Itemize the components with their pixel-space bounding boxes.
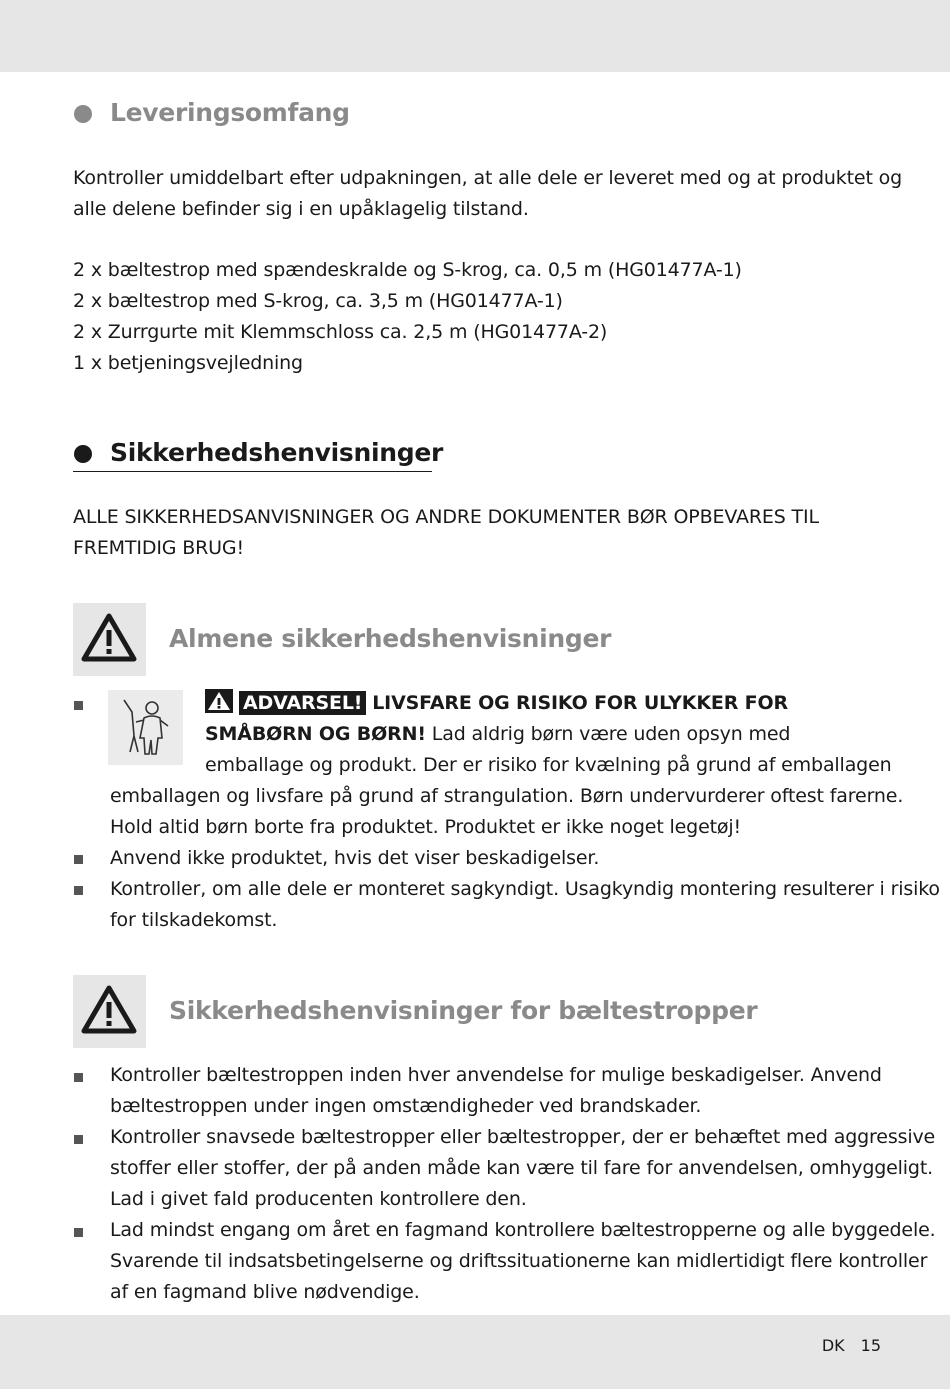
bullet-line: af en fagmand blive nødvendige. bbox=[110, 1281, 420, 1303]
warning-line-2 bbox=[205, 719, 905, 750]
bullet-line: Lad i givet fald producenten kontrollere den. bbox=[110, 1188, 527, 1210]
list-item: 1 x betjeningsvejledning bbox=[73, 352, 303, 374]
bullet-square-icon bbox=[74, 886, 83, 895]
section-title-underline bbox=[73, 471, 432, 472]
bullet-line: Lad mindst engang om året en fagmand kontrollere bæltestropperne og alle byggedele. bbox=[110, 1219, 936, 1241]
bullet-square-icon bbox=[74, 855, 83, 864]
warning-icon-box bbox=[73, 975, 146, 1048]
section-title-almene: Almene sikkerhedshenvisninger bbox=[169, 624, 612, 653]
bullet-line: bæltestroppen under ingen omstændigheder ved brandskader. bbox=[110, 1095, 702, 1117]
bullet-square-icon bbox=[74, 1228, 83, 1237]
intro-paragraph bbox=[73, 163, 903, 225]
delivery-list bbox=[73, 255, 893, 379]
bullet-item bbox=[110, 843, 900, 874]
section-bullet-icon bbox=[74, 445, 92, 463]
advarsel-badge: ADVARSEL! bbox=[239, 691, 366, 715]
warning-triangle-icon bbox=[81, 613, 137, 663]
warning-icon-box bbox=[73, 603, 146, 676]
warning-line-4: emballagen og livsfare på grund af strangulation. Børn undervurderer oftest farerne. bbox=[110, 785, 904, 807]
bullet-line: stoffer eller stoffer, der på anden måde kan være til fare for anvendelsen, omhyggeligt. bbox=[110, 1157, 934, 1179]
child-packaging-icon bbox=[108, 690, 183, 765]
bullet-square-icon bbox=[74, 1135, 83, 1144]
bullet-line: Kontroller snavsede bæltestropper eller bæltestropper, der er behæftet med aggressive bbox=[110, 1126, 936, 1148]
warning-headline-cont: SMÅBØRN OG BØRN! bbox=[205, 723, 426, 745]
section-title-sikkerhedshenvisninger: Sikkerhedshenvisninger bbox=[110, 438, 444, 467]
section-bullet-icon bbox=[74, 105, 92, 123]
warning-line-3: emballage og produkt. Der er risiko for kvælning på grund af emballagen bbox=[205, 754, 892, 776]
warning-triangle-icon bbox=[205, 689, 233, 713]
warning-text: Lad aldrig børn være uden opsyn med bbox=[425, 723, 791, 745]
page-footer bbox=[822, 1336, 881, 1355]
bullet-line: Kontroller bæltestroppen inden hver anvendelse for mulige beskadigelser. Anvend bbox=[110, 1064, 882, 1086]
bullet-line: Kontroller, om alle dele er monteret sagkyndigt. Usagkyndig montering resulterer i risiko bbox=[110, 878, 940, 900]
bullet-line: for tilskadekomst. bbox=[110, 909, 278, 931]
section-title-leveringsomfang: Leveringsomfang bbox=[110, 98, 350, 127]
warning-headline: LIVSFARE OG RISIKO FOR ULYKKER FOR bbox=[372, 692, 788, 714]
list-item: 2 x Zurrgurte mit Klemmschloss ca. 2,5 m (HG01477A-2) bbox=[73, 321, 608, 343]
warning-block bbox=[205, 688, 905, 781]
list-item: 2 x bæltestrop med S-krog, ca. 3,5 m (HG01477A-1) bbox=[73, 290, 563, 312]
warning-line-1 bbox=[205, 688, 905, 719]
warning-triangle-icon bbox=[81, 985, 137, 1035]
notice-line: FREMTIDIG BRUG! bbox=[73, 537, 244, 559]
warning-line-5: Hold altid børn borte fra produktet. Produktet er ikke noget legetøj! bbox=[110, 816, 741, 838]
warning-block-cont bbox=[110, 781, 910, 843]
page-number: 15 bbox=[860, 1336, 881, 1355]
bullet-item bbox=[110, 1215, 936, 1308]
section-title-baeltestropper: Sikkerhedshenvisninger for bæltestropper bbox=[169, 996, 758, 1025]
notice-line: ALLE SIKKERHEDSANVISNINGER OG ANDRE DOKUMENTER BØR OPBEVARES TIL bbox=[73, 506, 819, 528]
bullet-line: Svarende til indsatsbetingelserne og driftssituationerne kan midlertidigt flere kontroller bbox=[110, 1250, 928, 1272]
footer-language: DK bbox=[821, 1336, 845, 1355]
intro-line: Kontroller umiddelbart efter udpakningen, at alle dele er leveret med og at produktet og bbox=[73, 167, 903, 189]
bullet-line: Anvend ikke produktet, hvis det viser beskadigelser. bbox=[110, 847, 600, 869]
bullet-square-icon bbox=[74, 1073, 83, 1082]
safety-notice bbox=[73, 502, 913, 564]
bullet-item bbox=[110, 1060, 900, 1122]
bullet-square-icon bbox=[74, 701, 83, 710]
list-item: 2 x bæltestrop med spændeskralde og S-krog, ca. 0,5 m (HG01477A-1) bbox=[73, 259, 742, 281]
footer-band bbox=[0, 1315, 950, 1389]
bullet-item bbox=[110, 1122, 936, 1215]
intro-line: alle delene befinder sig i en upåklagelig tilstand. bbox=[73, 198, 529, 220]
header-band bbox=[0, 0, 950, 72]
bullet-item bbox=[110, 874, 940, 936]
